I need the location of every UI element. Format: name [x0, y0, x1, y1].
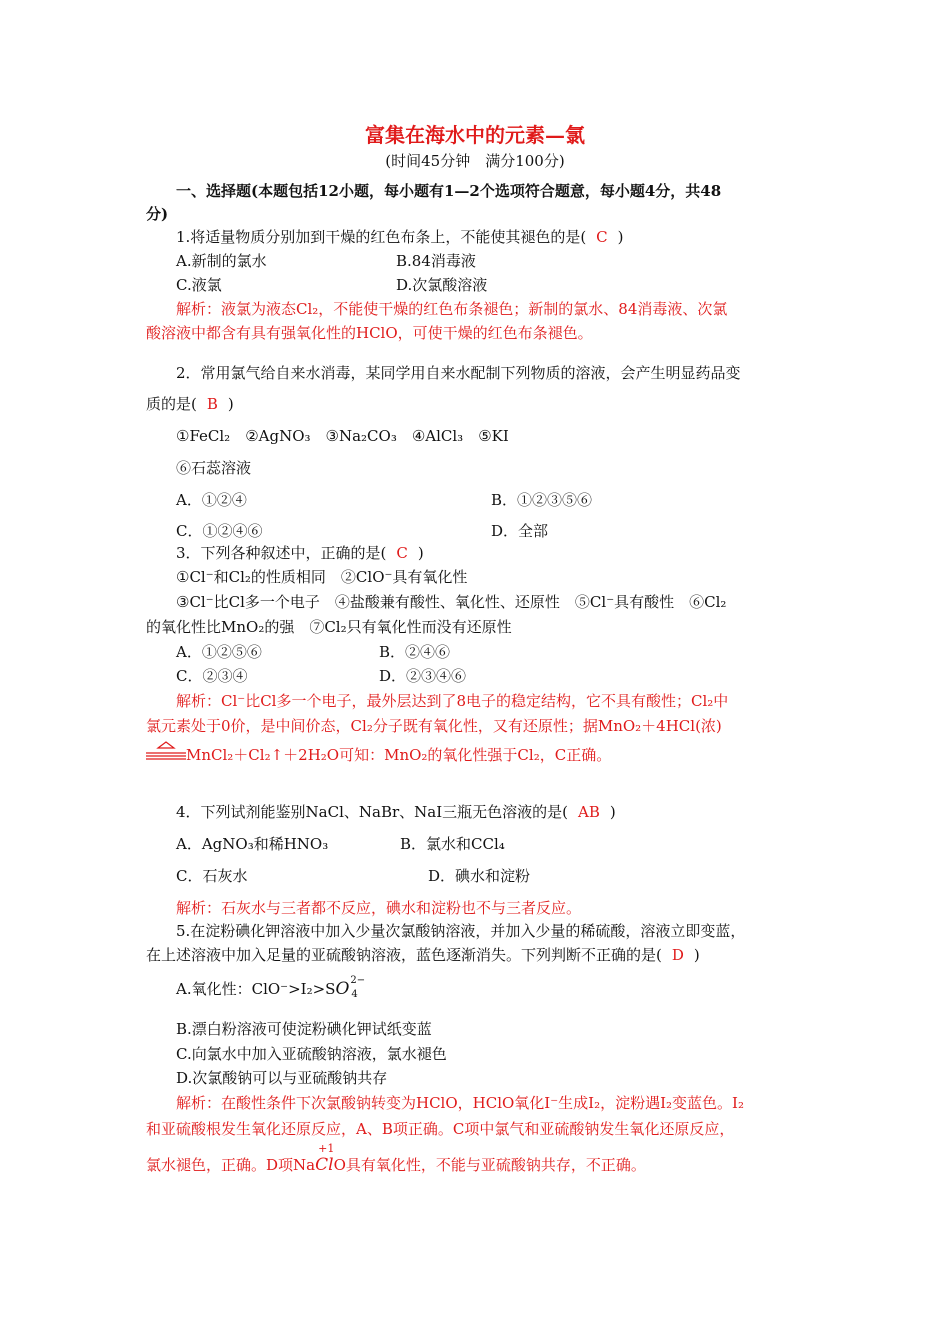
- question-1-stem: [176, 226, 624, 248]
- question-5-text: 在上述溶液中加入足量的亚硫酸钠溶液，蓝色逐渐消失。下列判断不正确的是(: [146, 946, 662, 964]
- question-5-explanation: 解析：在酸性条件下次氯酸钠转变为HClO，HClO氧化I⁻生成I₂，淀粉遇I₂变蓝色。I₂: [176, 1094, 744, 1112]
- question-4-option-d: D．碘水和淀粉: [428, 867, 531, 885]
- question-5-option-a: [176, 975, 366, 1000]
- sulfate-ion-charge: 2−: [350, 975, 366, 986]
- chlorine-oxidation-state: +1: [318, 1142, 335, 1155]
- page-subtitle: (时间45分钟 满分100分): [385, 152, 565, 170]
- question-1-explanation: 解析：液氯为液态Cl₂，不能使干燥的红色布条褪色；新制的氯水、84消毒液、次氯: [176, 300, 728, 318]
- question-2-text: 质的是(: [146, 395, 197, 413]
- question-5-explanation-end: [146, 1142, 646, 1176]
- question-5-option-c: C.向氯水中加入亚硫酸钠溶液，氯水褪色: [176, 1045, 447, 1063]
- question-5-explanation-pre: 氯水褪色，正确。D项Na: [146, 1156, 316, 1174]
- question-1-option-a: A.新制的氯水: [176, 252, 267, 270]
- question-5-option-b: B.漂白粉溶液可使淀粉碘化钾试纸变蓝: [176, 1020, 432, 1038]
- question-4-option-b: B．氯水和CCl₄: [400, 835, 505, 853]
- question-5-stem: 5.在淀粉碘化钾溶液中加入少量次氯酸钠溶液，并加入少量的稀硫酸，溶液立即变蓝，: [176, 922, 746, 940]
- question-1-option-d: D.次氯酸溶液: [396, 276, 488, 294]
- question-3-explanation-cont: 氯元素处于0价，是中间价态，Cl₂分子既有氧化性，又有还原性；据MnO₂＋4HCl(浓): [146, 717, 722, 735]
- question-5-close: ): [693, 946, 700, 964]
- question-1-answer: C: [596, 228, 608, 246]
- question-2-stem-cont: [146, 393, 234, 415]
- question-4-close: ): [609, 803, 616, 821]
- section-heading: 一、选择题(本题包括12小题，每小题有1—2个选项符合题意，每小题4分，共48: [176, 182, 722, 200]
- question-4-option-a: A．AgNO₃和稀HNO₃: [176, 835, 329, 853]
- question-5-answer: D: [671, 946, 684, 964]
- question-1-explanation-cont: 酸溶液中都含有具有强氧化性的HClO，可使干燥的红色布条褪色。: [146, 324, 593, 342]
- question-1-close: ): [617, 228, 624, 246]
- question-1-text: 1.将适量物质分别加到干燥的红色布条上，不能使其褪色的是(: [176, 228, 587, 246]
- question-1-option-b: B.84消毒液: [396, 252, 476, 270]
- question-4-text: 4．下列试剂能鉴别NaCl、NaBr、NaI三瓶无色溶液的是(: [176, 803, 568, 821]
- question-3-explanation-end: MnCl₂＋Cl₂↑＋2H₂O可知：MnO₂的氧化性强于Cl₂，C正确。: [186, 746, 612, 764]
- question-4-explanation: 解析：石灰水与三者都不反应，碘水和淀粉也不与三者反应。: [176, 899, 582, 917]
- question-2-answer: B: [206, 395, 218, 413]
- heating-equation-arrow-icon: [146, 740, 186, 762]
- question-3-close: ): [417, 544, 424, 562]
- question-3-statements-1: ①Cl⁻和Cl₂的性质相同 ②ClO⁻具有氧化性: [176, 568, 468, 586]
- question-2-option-d: D．全部: [491, 522, 549, 540]
- question-2-stem: 2．常用氯气给自来水消毒，某同学用自来水配制下列物质的溶液，会产生明显药品变: [176, 364, 741, 382]
- question-3-option-d: D．②③④⑥: [379, 667, 467, 685]
- question-5-stem-cont: [146, 944, 700, 966]
- sulfate-ion-subscript: 4: [351, 989, 358, 1000]
- question-2-items-cont: ⑥石蕊溶液: [176, 459, 252, 477]
- question-3-text: 3．下列各种叙述中，正确的是(: [176, 544, 387, 562]
- section-heading-cont: 分): [146, 205, 169, 223]
- question-5-explanation-post: O具有氧化性，不能与亚硫酸钠共存，不正确。: [333, 1156, 646, 1174]
- question-3-option-a: A．①②⑤⑥: [176, 643, 262, 661]
- question-3-option-b: B．②④⑥: [379, 643, 451, 661]
- question-3-statements-2: ③Cl⁻比Cl多一个电子 ④盐酸兼有酸性、氧化性、还原性 ⑤Cl⁻具有酸性 ⑥Cl₂: [176, 593, 727, 611]
- question-1-option-c: C.液氯: [176, 276, 222, 294]
- question-3-statements-3: 的氧化性比MnO₂的强 ⑦Cl₂只有氧化性而没有还原性: [146, 618, 512, 636]
- question-3-answer: C: [396, 544, 408, 562]
- question-5-option-a-text: A.氧化性：ClO⁻>I₂>S: [176, 980, 336, 998]
- question-2-option-a: A．①②④: [176, 491, 247, 509]
- question-2-option-c: C．①②④⑥: [176, 522, 263, 540]
- page-title: 富集在海水中的元素—氯: [365, 123, 585, 147]
- question-3-option-c: C．②③④: [176, 667, 248, 685]
- question-3-stem: [176, 542, 424, 564]
- question-4-answer: AB: [578, 803, 600, 821]
- question-5-option-d: D.次氯酸钠可以与亚硫酸钠共存: [176, 1069, 388, 1087]
- question-4-option-c: C．石灰水: [176, 867, 248, 885]
- question-2-close: ): [227, 395, 234, 413]
- question-3-explanation: 解析：Cl⁻比Cl多一个电子，最外层达到了8电子的稳定结构，它不具有酸性；Cl₂中: [176, 692, 729, 710]
- question-4-stem: [176, 801, 616, 823]
- question-5-explanation-cont: 和亚硫酸根发生氧化还原反应，A、B项正确。C项中氯气和亚硫酸钠发生氧化还原反应，: [146, 1120, 735, 1138]
- question-2-option-b: B．①②③⑤⑥: [491, 491, 593, 509]
- chlorine-symbol: Cl: [315, 1155, 334, 1175]
- question-2-items: ①FeCl₂ ②AgNO₃ ③Na₂CO₃ ④AlCl₃ ⑤KI: [176, 427, 509, 445]
- sulfate-ion-symbol: O: [335, 979, 350, 999]
